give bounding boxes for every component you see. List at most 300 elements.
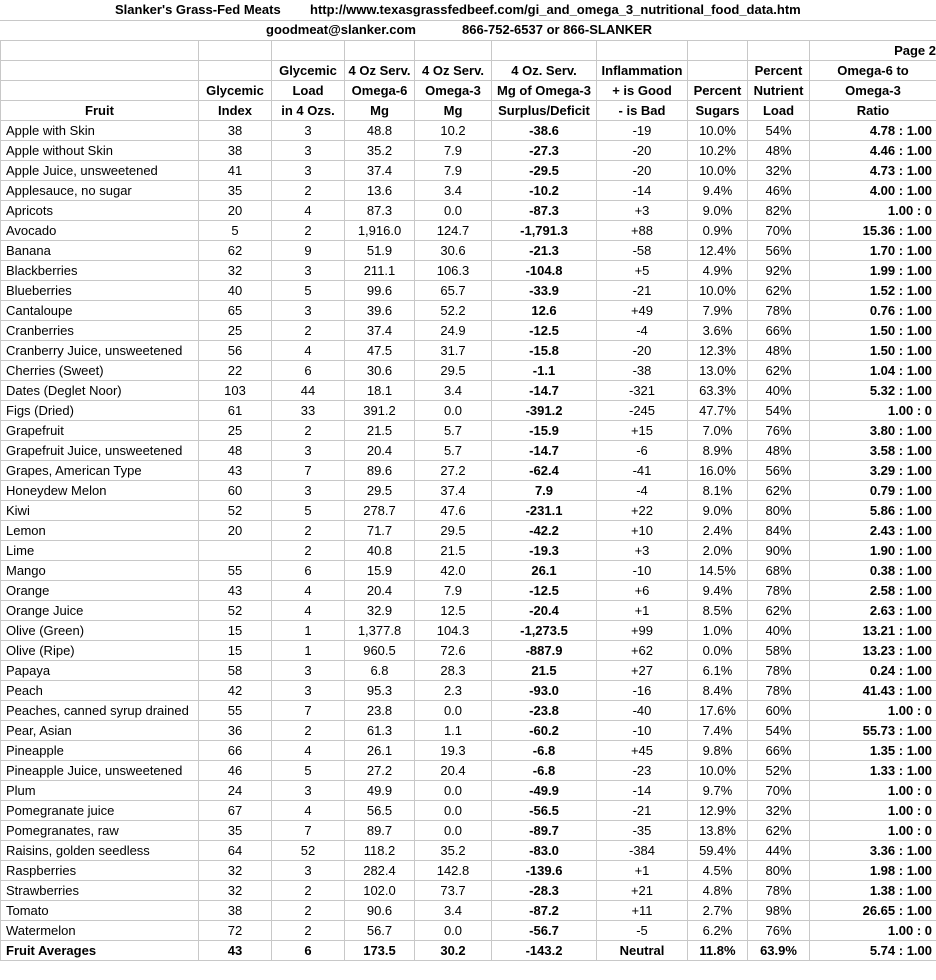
fruit-name: Peach [1, 681, 199, 701]
table-cell: 58 [199, 661, 272, 681]
table-cell: 67 [199, 801, 272, 821]
table-cell: 7.0% [688, 421, 748, 441]
column-header: 4 Oz Serv. [345, 61, 415, 81]
table-cell: 15.36 : 1.00 [810, 221, 936, 241]
table-cell: -27.3 [492, 141, 597, 161]
column-header: Inflammation [597, 61, 688, 81]
table-cell: 9.8% [688, 741, 748, 761]
table-cell: 6.8 [345, 661, 415, 681]
table-cell: 55.73 : 1.00 [810, 721, 936, 741]
table-cell: 1.33 : 1.00 [810, 761, 936, 781]
table-cell: 35 [199, 181, 272, 201]
table-cell: 1.50 : 1.00 [810, 321, 936, 341]
table-cell: 2 [272, 421, 345, 441]
table-cell: 5 [272, 501, 345, 521]
table-cell: 42.0 [415, 561, 492, 581]
table-cell: 37.4 [415, 481, 492, 501]
table-cell: 10.0% [688, 281, 748, 301]
column-header: Fruit [1, 101, 199, 121]
table-cell: 1,377.8 [345, 621, 415, 641]
table-cell: 12.3% [688, 341, 748, 361]
table-cell: 66 [199, 741, 272, 761]
table-cell: 142.8 [415, 861, 492, 881]
table-cell: 12.4% [688, 241, 748, 261]
fruit-name: Olive (Ripe) [1, 641, 199, 661]
table-cell: -38 [597, 361, 688, 381]
table-cell: 32 [199, 861, 272, 881]
table-cell: 0.0 [415, 921, 492, 941]
table-cell: 4.9% [688, 261, 748, 281]
table-cell: 211.1 [345, 261, 415, 281]
table-cell: 47.7% [688, 401, 748, 421]
table-cell: 1.00 : 0 [810, 401, 936, 421]
table-cell: 12.6 [492, 301, 597, 321]
table-row [1, 221, 936, 241]
table-cell: 0.9% [688, 221, 748, 241]
table-cell: 41 [199, 161, 272, 181]
table-cell: 1.98 : 1.00 [810, 861, 936, 881]
fruit-name: Cherries (Sweet) [1, 361, 199, 381]
table-cell: 3 [272, 121, 345, 141]
table-cell: 5.7 [415, 441, 492, 461]
table-cell: 2 [272, 901, 345, 921]
table-cell: +49 [597, 301, 688, 321]
table-cell: 48% [748, 441, 810, 461]
table-cell: 90.6 [345, 901, 415, 921]
table-cell: 48 [199, 441, 272, 461]
table-cell: 13.21 : 1.00 [810, 621, 936, 641]
table-cell: -83.0 [492, 841, 597, 861]
table-cell: -20.4 [492, 601, 597, 621]
contact-email[interactable]: goodmeat@slanker.com [266, 22, 416, 37]
table-cell: 1,916.0 [345, 221, 415, 241]
table-cell: 4 [272, 201, 345, 221]
table-cell: 1 [272, 641, 345, 661]
table-cell: 2 [272, 721, 345, 741]
table-cell: 13.23 : 1.00 [810, 641, 936, 661]
table-cell: 282.4 [345, 861, 415, 881]
table-cell: 32 [199, 881, 272, 901]
table-cell: 0.0 [415, 701, 492, 721]
table-row [1, 401, 936, 421]
column-header: Mg of Omega-3 [492, 81, 597, 101]
table-cell: -41 [597, 461, 688, 481]
fruit-name: Grapefruit [1, 421, 199, 441]
table-cell: 52 [272, 841, 345, 861]
table-cell: 26.1 [492, 561, 597, 581]
fruit-name: Blueberries [1, 281, 199, 301]
column-header: Ratio [810, 101, 936, 121]
table-cell: 4 [272, 581, 345, 601]
table-cell: 55 [199, 701, 272, 721]
table-cell: 99.6 [345, 281, 415, 301]
table-cell: 3.29 : 1.00 [810, 461, 936, 481]
table-row [1, 861, 936, 881]
table-cell: 56.5 [345, 801, 415, 821]
table-cell: 1.00 : 0 [810, 701, 936, 721]
table-cell: 43 [199, 581, 272, 601]
table-row [1, 821, 936, 841]
table-cell: 2 [272, 881, 345, 901]
page-row [1, 41, 936, 61]
table-cell: 6 [272, 361, 345, 381]
table-cell: 2.63 : 1.00 [810, 601, 936, 621]
table-cell: -10.2 [492, 181, 597, 201]
table-cell: 41.43 : 1.00 [810, 681, 936, 701]
table-row [1, 881, 936, 901]
table-row [1, 781, 936, 801]
table-cell: 58% [748, 641, 810, 661]
table-cell: 4 [272, 341, 345, 361]
table-cell: +21 [597, 881, 688, 901]
table-row [1, 621, 936, 641]
table-cell: 15 [199, 641, 272, 661]
table-cell: 3.36 : 1.00 [810, 841, 936, 861]
column-header: Omega-3 [810, 81, 936, 101]
table-cell: 0.76 : 1.00 [810, 301, 936, 321]
table-cell: 30.6 [415, 241, 492, 261]
table-cell: -15.9 [492, 421, 597, 441]
column-header: Index [199, 101, 272, 121]
table-cell: 65.7 [415, 281, 492, 301]
column-header [1, 81, 199, 101]
table-cell: -384 [597, 841, 688, 861]
table-cell: 20 [199, 521, 272, 541]
table-cell: -21 [597, 801, 688, 821]
table-cell: 9 [272, 241, 345, 261]
table-cell: 37.4 [345, 161, 415, 181]
fruit-name: Tomato [1, 901, 199, 921]
table-cell: 8.5% [688, 601, 748, 621]
table-row [1, 361, 936, 381]
fruit-name: Lime [1, 541, 199, 561]
table-cell: -33.9 [492, 281, 597, 301]
table-cell: 8.4% [688, 681, 748, 701]
table-cell: 1.00 : 0 [810, 921, 936, 941]
table-cell: 9.4% [688, 181, 748, 201]
table-row [1, 341, 936, 361]
table-row [1, 561, 936, 581]
table-cell: 35.2 [415, 841, 492, 861]
table-row [1, 301, 936, 321]
table-cell: -6.8 [492, 761, 597, 781]
table-cell: 80% [748, 861, 810, 881]
column-header: Mg [345, 101, 415, 121]
table-cell: 32 [199, 261, 272, 281]
table-cell: 30.6 [345, 361, 415, 381]
table-cell: 103 [199, 381, 272, 401]
column-header: 4 Oz. Serv. [492, 61, 597, 81]
table-cell: 20.4 [415, 761, 492, 781]
table-cell: -4 [597, 481, 688, 501]
table-cell: 3 [272, 481, 345, 501]
table-cell: 78% [748, 581, 810, 601]
table-cell: 15 [199, 621, 272, 641]
table-cell: 3 [272, 861, 345, 881]
fruit-name: Plum [1, 781, 199, 801]
table-cell: 63.3% [688, 381, 748, 401]
table-cell: 2 [272, 521, 345, 541]
fruit-name: Cranberries [1, 321, 199, 341]
table-cell: 3 [272, 781, 345, 801]
fruit-name: Apple without Skin [1, 141, 199, 161]
table-cell: 68% [748, 561, 810, 581]
table-cell: -93.0 [492, 681, 597, 701]
table-cell: 61.3 [345, 721, 415, 741]
table-row [1, 541, 936, 561]
table-cell: -20 [597, 141, 688, 161]
table-cell: 87.3 [345, 201, 415, 221]
fruit-name: Watermelon [1, 921, 199, 941]
table-cell: 98% [748, 901, 810, 921]
table-cell: -14.7 [492, 441, 597, 461]
table-cell: 78% [748, 301, 810, 321]
table-cell: -89.7 [492, 821, 597, 841]
table-cell: 55 [199, 561, 272, 581]
column-header: + is Good [597, 81, 688, 101]
fruit-name: Applesauce, no sugar [1, 181, 199, 201]
table-row [1, 681, 936, 701]
column-header [688, 61, 748, 81]
table-cell: 0.0 [415, 821, 492, 841]
table-cell: 26.65 : 1.00 [810, 901, 936, 921]
table-cell: 60% [748, 701, 810, 721]
table-row [1, 201, 936, 221]
company-title: Slanker's Grass-Fed Meats [115, 2, 281, 17]
table-cell: 1.04 : 1.00 [810, 361, 936, 381]
table-cell: 29.5 [345, 481, 415, 501]
table-cell: 5.86 : 1.00 [810, 501, 936, 521]
table-cell: -42.2 [492, 521, 597, 541]
table-cell: 56.7 [345, 921, 415, 941]
table-cell: 2 [272, 541, 345, 561]
table-row [1, 521, 936, 541]
table-cell: 4 [272, 741, 345, 761]
table-cell: 1.0% [688, 621, 748, 641]
table-cell: -49.9 [492, 781, 597, 801]
table-cell: 27.2 [415, 461, 492, 481]
table-cell: 73.7 [415, 881, 492, 901]
table-cell: 1.50 : 1.00 [810, 341, 936, 361]
table-cell: 71.7 [345, 521, 415, 541]
table-cell: -6.8 [492, 741, 597, 761]
column-header: Glycemic [199, 81, 272, 101]
table-cell: 52 [199, 601, 272, 621]
fruit-name: Pineapple Juice, unsweetened [1, 761, 199, 781]
fruit-nutrition-table [0, 40, 936, 961]
table-cell: +5 [597, 261, 688, 281]
table-row [1, 741, 936, 761]
table-cell: -58 [597, 241, 688, 261]
column-header-row [1, 81, 936, 101]
table-cell: 62% [748, 481, 810, 501]
table-cell: 2.7% [688, 901, 748, 921]
table-cell: 62% [748, 601, 810, 621]
fruit-name: Papaya [1, 661, 199, 681]
table-cell: 13.0% [688, 361, 748, 381]
table-cell: 7.9 [415, 141, 492, 161]
table-cell: 12.9% [688, 801, 748, 821]
column-header: Load [748, 101, 810, 121]
fruit-name: Cantaloupe [1, 301, 199, 321]
table-cell: -231.1 [492, 501, 597, 521]
table-cell: 7.9 [415, 161, 492, 181]
table-cell: 104.3 [415, 621, 492, 641]
page-number: Page 2 [810, 41, 936, 61]
table-cell: 38 [199, 141, 272, 161]
table-cell: -20 [597, 161, 688, 181]
table-cell: 8.9% [688, 441, 748, 461]
source-url[interactable]: http://www.texasgrassfedbeef.com/gi_and_omega_3_nutritional_food_data.htm [310, 2, 801, 17]
table-cell: 90% [748, 541, 810, 561]
table-cell: -15.8 [492, 341, 597, 361]
table-cell: 72.6 [415, 641, 492, 661]
table-cell: 52% [748, 761, 810, 781]
table-cell: -14 [597, 781, 688, 801]
table-row [1, 661, 936, 681]
table-cell: 2.3 [415, 681, 492, 701]
table-cell: 37.4 [345, 321, 415, 341]
table-cell: -12.5 [492, 321, 597, 341]
table-cell: -60.2 [492, 721, 597, 741]
table-cell: 23.8 [345, 701, 415, 721]
table-cell: -28.3 [492, 881, 597, 901]
table-cell: -5 [597, 921, 688, 941]
table-cell: 10.0% [688, 761, 748, 781]
table-cell: 52 [199, 501, 272, 521]
table-cell: 1.00 : 0 [810, 821, 936, 841]
column-header: Mg [415, 101, 492, 121]
table-cell: 82% [748, 201, 810, 221]
table-cell: 84% [748, 521, 810, 541]
table-cell: 72 [199, 921, 272, 941]
table-cell: 40% [748, 381, 810, 401]
table-cell: 7 [272, 821, 345, 841]
fruit-name: Grapes, American Type [1, 461, 199, 481]
table-cell: -12.5 [492, 581, 597, 601]
table-cell: 24 [199, 781, 272, 801]
table-cell: 3.6% [688, 321, 748, 341]
table-row [1, 921, 936, 941]
table-cell: 62 [199, 241, 272, 261]
table-cell: 4.73 : 1.00 [810, 161, 936, 181]
fruit-name: Dates (Deglet Noor) [1, 381, 199, 401]
column-header: Percent [688, 81, 748, 101]
contact-phone: 866-752-6537 or 866-SLANKER [462, 22, 653, 37]
table-cell: 2.4% [688, 521, 748, 541]
table-cell: 1.70 : 1.00 [810, 241, 936, 261]
table-cell: 46 [199, 761, 272, 781]
table-row [1, 481, 936, 501]
table-cell: 89.7 [345, 821, 415, 841]
table-cell: 2 [272, 181, 345, 201]
fruit-name: Olive (Green) [1, 621, 199, 641]
table-cell: 4 [272, 801, 345, 821]
table-cell: 3 [272, 261, 345, 281]
table-cell: -391.2 [492, 401, 597, 421]
table-cell: 3.4 [415, 381, 492, 401]
fruit-name: Pomegranates, raw [1, 821, 199, 841]
table-cell: -23 [597, 761, 688, 781]
average-cell: 30.2 [415, 941, 492, 961]
table-cell: -14.7 [492, 381, 597, 401]
table-cell: +6 [597, 581, 688, 601]
table-cell: 13.8% [688, 821, 748, 841]
column-header: Omega-6 to [810, 61, 936, 81]
fruit-name: Avocado [1, 221, 199, 241]
table-cell: 5 [272, 281, 345, 301]
column-header: Load [272, 81, 345, 101]
table-cell: 4.78 : 1.00 [810, 121, 936, 141]
table-row [1, 421, 936, 441]
table-cell: 21.5 [345, 421, 415, 441]
table-cell: 32% [748, 801, 810, 821]
table-cell: 76% [748, 421, 810, 441]
table-cell: 12.5 [415, 601, 492, 621]
table-row [1, 701, 936, 721]
column-header: Omega-6 [345, 81, 415, 101]
table-cell: 20.4 [345, 441, 415, 461]
table-cell: 56 [199, 341, 272, 361]
table-cell: 95.3 [345, 681, 415, 701]
table-cell: 49.9 [345, 781, 415, 801]
table-cell: 102.0 [345, 881, 415, 901]
average-cell: -143.2 [492, 941, 597, 961]
table-cell: 10.2 [415, 121, 492, 141]
table-cell: 42 [199, 681, 272, 701]
table-cell: 19.3 [415, 741, 492, 761]
table-cell: 24.9 [415, 321, 492, 341]
table-cell: 15.9 [345, 561, 415, 581]
table-cell: 1.00 : 0 [810, 801, 936, 821]
table-cell: 2.58 : 1.00 [810, 581, 936, 601]
table-row [1, 441, 936, 461]
table-cell: 124.7 [415, 221, 492, 241]
table-cell: 10.0% [688, 161, 748, 181]
table-cell: 66% [748, 321, 810, 341]
table-cell: 2 [272, 221, 345, 241]
fruit-name: Strawberries [1, 881, 199, 901]
table-cell: 0.0 [415, 201, 492, 221]
table-cell: 29.5 [415, 521, 492, 541]
average-cell: 43 [199, 941, 272, 961]
fruit-name: Peaches, canned syrup drained [1, 701, 199, 721]
table-cell: -104.8 [492, 261, 597, 281]
column-header: Surplus/Deficit [492, 101, 597, 121]
table-cell: 64 [199, 841, 272, 861]
table-row [1, 381, 936, 401]
fruit-name: Figs (Dried) [1, 401, 199, 421]
table-cell: 31.7 [415, 341, 492, 361]
table-cell: 25 [199, 321, 272, 341]
fruit-name: Pear, Asian [1, 721, 199, 741]
table-cell: 28.3 [415, 661, 492, 681]
table-cell: 9.7% [688, 781, 748, 801]
table-cell: 4.00 : 1.00 [810, 181, 936, 201]
table-cell: 6 [272, 561, 345, 581]
table-cell: 43 [199, 461, 272, 481]
column-header: in 4 Ozs. [272, 101, 345, 121]
table-cell: 1.38 : 1.00 [810, 881, 936, 901]
table-cell: 3 [272, 661, 345, 681]
table-row [1, 761, 936, 781]
table-cell: 78% [748, 681, 810, 701]
table-row [1, 241, 936, 261]
table-cell: 80% [748, 501, 810, 521]
column-header [1, 61, 199, 81]
table-cell: 3 [272, 141, 345, 161]
table-cell: 3 [272, 161, 345, 181]
